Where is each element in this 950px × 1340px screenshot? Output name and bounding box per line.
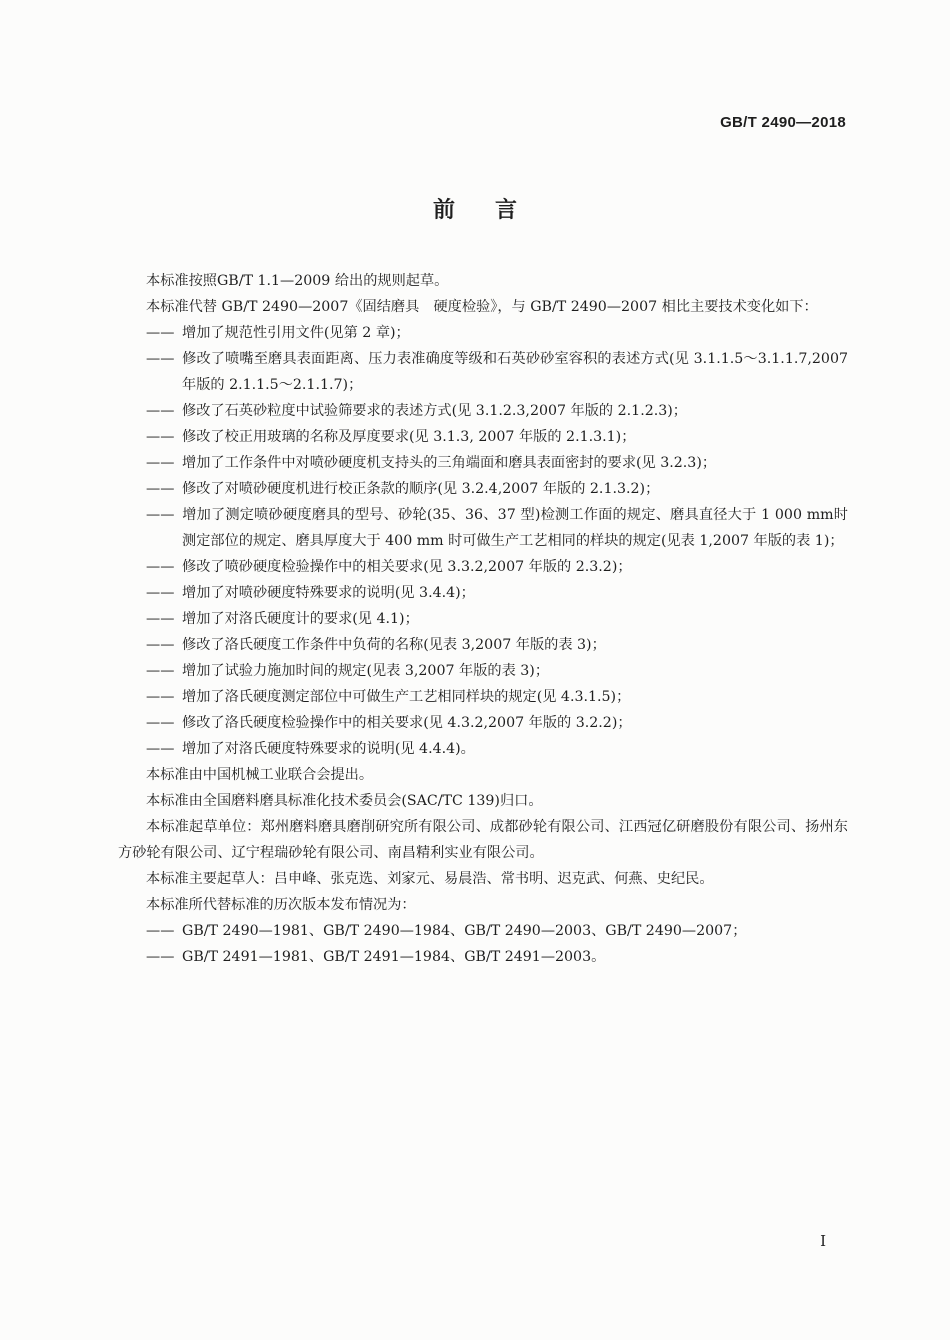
changes-list xyxy=(118,320,848,762)
list-item xyxy=(118,554,848,580)
dash-mark: —— xyxy=(146,663,175,679)
dash-mark: —— xyxy=(146,949,175,965)
dash-mark: —— xyxy=(146,507,175,523)
dash-mark: —— xyxy=(146,351,175,367)
change-text: 增加了规范性引用文件(见第 2 章)； xyxy=(182,325,410,341)
dash-mark: —— xyxy=(146,429,175,445)
change-text: 增加了洛氏硬度测定部位中可做生产工艺相同样块的规定(见 4.3.1.5)； xyxy=(182,689,631,705)
list-item xyxy=(118,580,848,606)
change-text: 修改了对喷砂硬度机进行校正条款的顺序(见 3.2.4,2007 年版的 2.1.3.2)； xyxy=(182,481,660,497)
dash-mark: —— xyxy=(146,611,175,627)
page-number: I xyxy=(820,1232,826,1250)
foreword-body xyxy=(118,268,848,970)
list-item xyxy=(118,450,848,476)
proposed-by-paragraph: 本标准由中国机械工业联合会提出。 xyxy=(146,767,374,783)
list-item xyxy=(118,476,848,502)
change-text: 增加了工作条件中对喷砂硬度机支持头的三角端面和磨具表面密封的要求(见 3.2.3)； xyxy=(182,455,717,471)
centralized-by-paragraph: 本标准由全国磨料磨具标准化技术委员会(SAC/TC 139)归口。 xyxy=(146,793,543,809)
list-item xyxy=(118,502,848,554)
change-text: 修改了喷嘴至磨具表面距离、压力表准确度等级和石英砂砂室容积的表述方式(见 3.1.1.5～3.1.1.7,2007 年版的 2.1.1.5～2.1.1.7)； xyxy=(182,351,848,393)
dash-mark: —— xyxy=(146,325,175,341)
history-text: GB/T 2491—1981、GB/T 2491—1984、GB/T 2491—2003。 xyxy=(182,949,606,965)
change-text: 增加了对洛氏硬度计的要求(见 4.1)； xyxy=(182,611,419,627)
history-text: GB/T 2490—1981、GB/T 2490—1984、GB/T 2490—2003、GB/T 2490—2007； xyxy=(182,923,747,939)
dash-mark: —— xyxy=(146,403,175,419)
list-item xyxy=(118,736,848,762)
change-text: 修改了洛氏硬度工作条件中负荷的名称(见表 3,2007 年版的表 3)； xyxy=(182,637,606,653)
change-text: 增加了对喷砂硬度特殊要求的说明(见 3.4.4)； xyxy=(182,585,475,601)
list-item xyxy=(118,398,848,424)
list-item xyxy=(118,424,848,450)
basis-paragraph: 本标准按照GB/T 1.1—2009 给出的规则起草。 xyxy=(146,273,449,289)
dash-mark: —— xyxy=(146,741,175,757)
change-text: 修改了喷砂硬度检验操作中的相关要求(见 3.3.2,2007 年版的 2.3.2)； xyxy=(182,559,632,575)
dash-mark: —— xyxy=(146,923,175,939)
list-item xyxy=(118,606,848,632)
list-item xyxy=(118,658,848,684)
list-item xyxy=(118,346,848,398)
list-item xyxy=(118,632,848,658)
replaces-paragraph: 本标准代替 GB/T 2490—2007《固结磨具 硬度检验》，与 GB/T 2490—2007 相比主要技术变化如下： xyxy=(146,299,818,315)
dash-mark: —— xyxy=(146,559,175,575)
list-item xyxy=(118,710,848,736)
dash-mark: —— xyxy=(146,715,175,731)
change-text: 增加了对洛氏硬度特殊要求的说明(见 4.4.4)。 xyxy=(182,741,475,757)
dash-mark: —— xyxy=(146,689,175,705)
drafting-units-paragraph: 本标准起草单位：郑州磨料磨具磨削研究所有限公司、成都砂轮有限公司、江西冠亿研磨股份有限公司、扬州东方砂轮有限公司、辽宁程瑞砂轮有限公司、南昌精利实业有限公司。 xyxy=(118,819,848,861)
dash-mark: —— xyxy=(146,455,175,471)
history-list xyxy=(118,918,848,970)
change-text: 增加了测定喷砂硬度磨具的型号、砂轮(35、36、37 型)检测工作面的规定、磨具直径大于 1 000 mm时测定部位的规定、磨具厚度大于 400 mm 时可做生产工艺相同的样块的规定(见表 1,2007 年版的表 1)； xyxy=(182,507,848,549)
list-item xyxy=(118,684,848,710)
change-text: 修改了校正用玻璃的名称及厚度要求(见 3.1.3, 2007 年版的 2.1.3.1)； xyxy=(182,429,636,445)
dash-mark: —— xyxy=(146,481,175,497)
standard-code: GB/T 2490—2018 xyxy=(720,114,846,131)
drafters-paragraph: 本标准主要起草人：吕申峰、张克选、刘家元、易晨浩、常书明、迟克武、何燕、史纪民。 xyxy=(146,871,714,887)
history-intro-paragraph: 本标准所代替标准的历次版本发布情况为： xyxy=(146,897,416,913)
change-text: 修改了洛氏硬度检验操作中的相关要求(见 4.3.2,2007 年版的 3.2.2)； xyxy=(182,715,632,731)
list-item xyxy=(118,918,848,944)
page-title: 前言 xyxy=(432,198,557,223)
change-text: 修改了石英砂粒度中试验筛要求的表述方式(见 3.1.2.3,2007 年版的 2.1.2.3)； xyxy=(182,403,687,419)
dash-mark: —— xyxy=(146,637,175,653)
dash-mark: —— xyxy=(146,585,175,601)
change-text: 增加了试验力施加时间的规定(见表 3,2007 年版的表 3)； xyxy=(182,663,550,679)
list-item xyxy=(118,320,848,346)
list-item xyxy=(118,944,848,970)
